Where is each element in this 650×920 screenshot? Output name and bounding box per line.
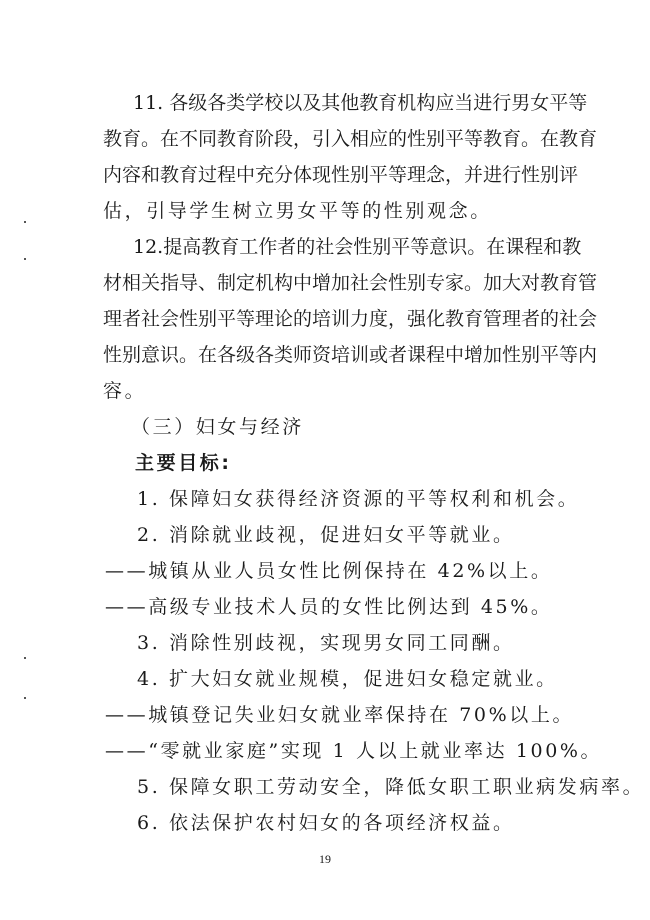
text-line: 4. 扩大妇女就业规模，促进妇女稳定就业。	[137, 668, 558, 690]
text-line: 性别意识。在各级各类师资培训或者课程中增加性别平等内	[103, 344, 598, 366]
text-line: 估，引导学生树立男女平等的性别观念。	[103, 200, 492, 222]
section-heading: （三）妇女与经济	[131, 416, 304, 438]
text-line: 容。	[103, 380, 147, 402]
text-line: 教育。在不同教育阶段，引入相应的性别平等教育。在教育	[103, 128, 598, 150]
text-line: 11. 各级各类学校以及其他教育机构应当进行男女平等	[133, 92, 588, 114]
text-line: ——城镇从业人员女性比例保持在 42%以上。	[105, 560, 553, 582]
page-number: 19	[319, 852, 331, 866]
scan-mark	[24, 657, 26, 659]
text-line: ——“零就业家庭”实现 1 人以上就业率达 100%。	[105, 740, 603, 762]
text-line: 材相关指导、制定机构中增加社会性别专家。加大对教育管	[103, 272, 598, 294]
scan-mark	[24, 221, 26, 223]
text-line: 12.提高教育工作者的社会性别平等意识。在课程和教	[133, 236, 582, 258]
text-line: ——城镇登记失业妇女就业率保持在 70%以上。	[105, 704, 575, 726]
text-line: 内容和教育过程中充分体现性别平等理念，并进行性别评	[103, 164, 579, 186]
text-line: 5. 保障女职工劳动安全，降低女职工职业病发病率。	[137, 776, 645, 798]
text-line: ——高级专业技术人员的女性比例达到 45%。	[105, 596, 553, 618]
text-line: 理者社会性别平等理论的培训力度，强化教育管理者的社会	[103, 308, 598, 330]
subheading: 主要目标:	[135, 452, 232, 474]
text-line: 6. 依法保护农村妇女的各项经济权益。	[137, 812, 515, 834]
scan-mark	[24, 697, 26, 699]
text-line: 1. 保障妇女获得经济资源的平等权利和机会。	[137, 488, 580, 510]
text-line: 3. 消除性别歧视，实现男女同工同酬。	[137, 632, 515, 654]
text-line: 2. 消除就业歧视，促进妇女平等就业。	[137, 524, 515, 546]
scan-mark	[24, 258, 26, 260]
